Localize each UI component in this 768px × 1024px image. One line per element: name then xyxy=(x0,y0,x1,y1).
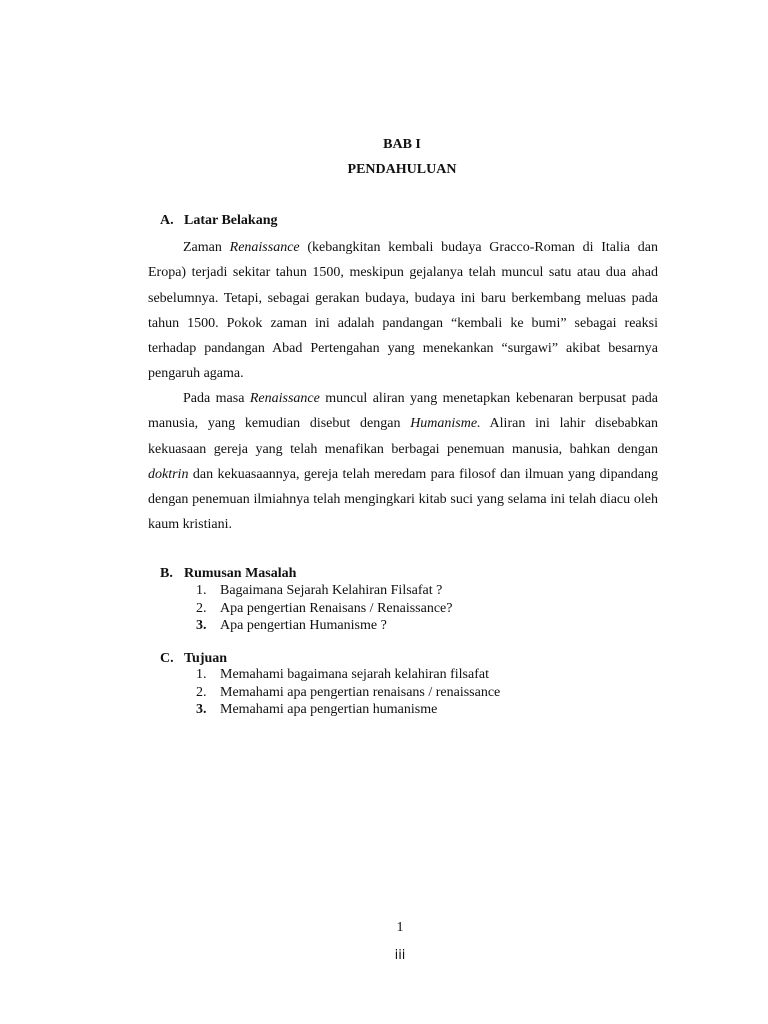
list-item-number: 3. xyxy=(196,702,207,717)
roman-page-number: iii xyxy=(394,948,406,963)
section-c-letter: C. xyxy=(160,651,174,666)
paragraph-2-italic-3: doktrin xyxy=(148,466,189,482)
section-a-letter: A. xyxy=(160,213,174,228)
list-item-text: Apa pengertian Humanisme ? xyxy=(220,618,387,633)
paragraph-2-text-2: muncul aliran yang menetapkan kebenaran berpusat pada manusia, yang kemudian disebut dengan xyxy=(148,391,658,432)
section-c-list xyxy=(196,666,500,719)
list-item xyxy=(196,684,500,702)
paragraph-2-text-4: dan kekuasaannya, gereja telah meredam para filosof dan ilmuan yang dipandang dengan penemuan ilmiahnya telah mengingkari kitab suci yang selama ini telah diacu oleh kaum kristiani. xyxy=(148,466,658,533)
paragraph-1-text-1: Zaman xyxy=(183,240,230,255)
list-item-text: Memahami bagaimana sejarah kelahiran filsafat xyxy=(220,667,489,682)
list-item-text: Memahami apa pengertian humanisme xyxy=(220,702,438,717)
section-b-list xyxy=(196,582,452,635)
paragraph-2-italic-1: Renaissance xyxy=(249,391,320,406)
page-number: 1 xyxy=(396,920,404,935)
chapter-title: PENDAHULUAN xyxy=(347,162,457,177)
list-item-number: 2. xyxy=(196,684,207,700)
paragraph-2-italic-2: Humanisme. xyxy=(410,416,481,432)
paragraph-1-text-2: (kebangkitan kembali budaya Gracco-Roman di Italia dan Eropa) terjadi sekitar tahun 1500, meskipun gejalanya telah muncul satu atau dua ahad sebelumnya. Tetapi, sebagai gerakan budaya, budaya ini baru berkembang meluas pada tahun 1500. Pokok zaman ini adalah pandangan “kembali ke bumi” sebagai reaksi terhadap pandangan Abad Pertengahan yang menekankan “surgawi” akibat besarnya pengaruh agama. xyxy=(148,240,658,382)
section-c-title: Tujuan xyxy=(184,651,228,666)
list-item-text: Memahami apa pengertian renaisans / renaissance xyxy=(220,684,501,700)
paragraph-2 xyxy=(148,386,658,538)
list-item-number: 3. xyxy=(196,618,207,633)
section-b-letter: B. xyxy=(160,566,173,581)
list-item-text: Apa pengertian Renaisans / Renaissance? xyxy=(220,600,453,616)
list-item-number: 1. xyxy=(196,667,207,682)
section-b-title: Rumusan Masalah xyxy=(184,566,297,581)
paragraph-2-text-1: Pada masa xyxy=(183,391,250,406)
list-item-number: 1. xyxy=(196,583,207,598)
list-item xyxy=(196,600,452,618)
section-a-heading xyxy=(160,213,277,229)
section-c-heading xyxy=(160,651,227,667)
paragraph-1-italic-1: Renaissance xyxy=(229,240,300,255)
list-item xyxy=(196,701,500,719)
paragraph-1 xyxy=(148,235,658,387)
list-item-number: 2. xyxy=(196,600,207,616)
section-a-title: Latar Belakang xyxy=(184,213,278,228)
chapter-label: BAB I xyxy=(383,137,421,152)
list-item xyxy=(196,617,452,635)
list-item-text: Bagaimana Sejarah Kelahiran Filsafat ? xyxy=(220,583,443,598)
list-item xyxy=(196,666,500,684)
paragraph-2-text-3: Aliran ini lahir disebabkan kekuasaan gereja yang telah menafikan berbagai penemuan manusia, bahkan dengan xyxy=(148,416,658,457)
section-b-heading xyxy=(160,566,296,582)
list-item xyxy=(196,582,452,600)
